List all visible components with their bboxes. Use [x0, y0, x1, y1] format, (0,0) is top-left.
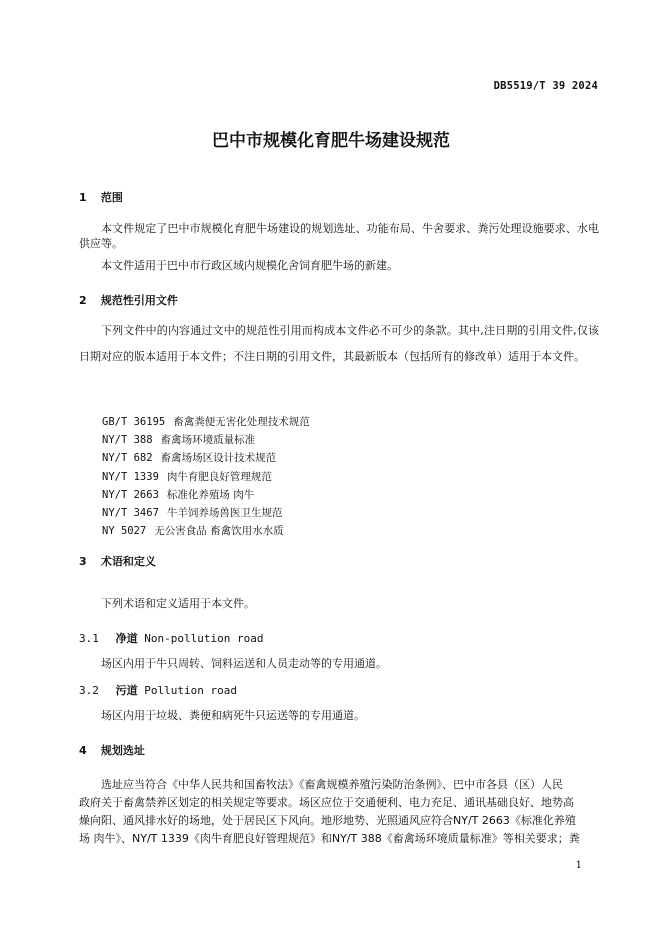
- reference-title: 标准化养殖场 肉牛: [166, 488, 255, 501]
- normative-references-intro: 下列文件中的内容通过文中的规范性引用而构成本文件必不可少的条款。其中,注日期的引用文件,仅该日期对应的版本适用于本文件；不注日期的引用文件，其最新版本（包括所有的修改单）适用于本文件。: [79, 324, 599, 363]
- section-title: 规范性引用文件: [100, 294, 178, 307]
- reference-item: [102, 413, 310, 431]
- term-3-1-definition: 场区内用于牛只周转、饲料运送和人员走动等的专用通道。: [101, 657, 387, 670]
- site-selection-line-4: 场 肉牛》、NY/T 1339《肉牛育肥良好管理规范》和NY/T 388《畜禽场环境质量标准》等相关要求；粪: [79, 832, 580, 845]
- term-number: 3.2: [79, 684, 99, 697]
- standard-code: DB5519/T 39 2024: [493, 80, 598, 92]
- terms-intro: 下列术语和定义适用于本文件。: [101, 597, 255, 610]
- reference-title: 畜禽场环境质量标准: [160, 434, 256, 447]
- site-selection-line-3: 燥向阳、通风排水好的场地，处于居民区下风向。地形地势、光照通风应符合NY/T 2663《标准化养殖: [79, 814, 576, 827]
- scope-paragraph-2: 本文件适用于巴中市行政区域内规模化舍饲育肥牛场的新建。: [101, 259, 398, 272]
- term-3-2-heading: [79, 682, 237, 698]
- page-number: 1: [575, 860, 582, 871]
- reference-code: NY/T 682: [102, 452, 153, 465]
- section-number: 4: [79, 744, 87, 757]
- section-1-heading: [79, 189, 123, 205]
- term-3-1-heading: [79, 630, 263, 646]
- reference-item: [102, 431, 310, 449]
- site-selection-line-1: 选址应当符合《中华人民共和国畜牧法》《畜禽规模养殖污染防治条例》、巴中市各县（区）人民: [101, 778, 563, 791]
- reference-title: 无公害食品 畜禽饮用水水质: [154, 525, 284, 538]
- section-4-heading: [79, 742, 145, 758]
- reference-item: [102, 522, 310, 540]
- reference-code: NY/T 1339: [102, 470, 159, 483]
- section-3-heading: [79, 553, 156, 569]
- term-english: Pollution road: [144, 684, 237, 697]
- reference-list: [102, 413, 310, 540]
- reference-code: NY 5027: [102, 525, 147, 538]
- reference-code: NY/T 3467: [102, 507, 159, 520]
- site-selection-line-2: 政府关于畜禽禁养区划定的相关规定等要求。场区应位于交通便利、电力充足、通讯基础良好、地势高: [79, 796, 574, 809]
- reference-code: GB/T 36195: [102, 416, 166, 428]
- section-number: 2: [79, 294, 87, 307]
- term-number: 3.1: [79, 632, 99, 645]
- document-title: 巴中市规模化育肥牛场建设规范: [212, 131, 450, 151]
- reference-title: 畜禽场场区设计技术规范: [160, 452, 277, 465]
- term-english: Non-pollution road: [144, 632, 264, 645]
- section-number: 1: [79, 191, 87, 204]
- term-3-2-definition: 场区内用于垃圾、粪便和病死牛只运送等的专用通道。: [101, 709, 365, 722]
- reference-code: NY/T 388: [102, 434, 153, 447]
- reference-item: [102, 449, 310, 467]
- term-name: 污道: [115, 684, 138, 697]
- reference-title: 畜禽粪便无害化处理技术规范: [173, 416, 310, 428]
- reference-code: NY/T 2663: [102, 488, 159, 501]
- reference-item: [102, 504, 310, 522]
- term-name: 净道: [115, 632, 138, 645]
- reference-item: [102, 486, 310, 504]
- reference-item: [102, 468, 310, 486]
- section-2-heading: [79, 292, 178, 308]
- section-title: 规划选址: [100, 744, 145, 757]
- section-title: 术语和定义: [100, 555, 156, 568]
- reference-title: 牛羊饲养场兽医卫生规范: [166, 507, 283, 520]
- reference-title: 肉牛育肥良好管理规范: [166, 470, 272, 483]
- section-number: 3: [79, 555, 87, 568]
- section-title: 范围: [100, 191, 123, 204]
- scope-paragraph-1: 本文件规定了巴中市规模化育肥牛场建设的规划选址、功能布局、牛舍要求、粪污处理设施要求、水电供应等。: [79, 222, 599, 250]
